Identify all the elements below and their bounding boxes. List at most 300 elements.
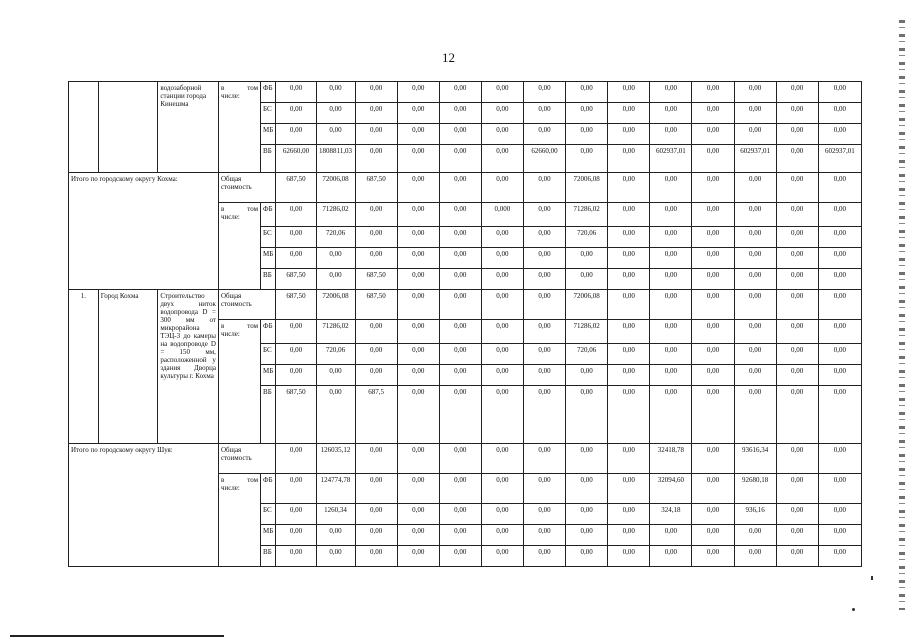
funding-source: ВБ — [261, 386, 276, 444]
value-cell: 0,00 — [818, 365, 861, 386]
in-total-cell — [218, 320, 260, 444]
value-cell: 0,00 — [397, 444, 439, 474]
total-cost-label: Общая стоимость — [218, 290, 276, 320]
value-cell: 0,00 — [650, 82, 692, 103]
label-part: числе: — [220, 92, 240, 100]
value-cell: 0,00 — [397, 145, 439, 173]
value-cell: 0,00 — [776, 525, 818, 546]
value-cell: 0,00 — [818, 82, 861, 103]
value-cell: 0,00 — [523, 365, 565, 386]
value-cell: 0,00 — [776, 290, 818, 320]
value-cell: 0,00 — [481, 546, 523, 567]
value-cell: 0,00 — [276, 203, 316, 227]
item-city: Город Кохма — [98, 290, 158, 444]
table-row — [69, 173, 862, 203]
value-cell: 0,00 — [439, 365, 481, 386]
value-cell: 0,00 — [566, 386, 608, 444]
value-cell: 0,00 — [608, 504, 650, 525]
value-cell: 0,00 — [481, 173, 523, 203]
value-cell: 0,00 — [818, 504, 861, 525]
value-cell: 0,00 — [355, 504, 397, 525]
value-cell: 0,00 — [523, 82, 565, 103]
value-cell: 0,00 — [481, 504, 523, 525]
value-cell: 0,00 — [397, 320, 439, 344]
value-cell: 0,00 — [355, 546, 397, 567]
value-cell: 0,00 — [355, 344, 397, 365]
funding-source: ВБ — [261, 145, 276, 173]
value-cell: 0,00 — [776, 203, 818, 227]
value-cell: 93616,34 — [734, 444, 776, 474]
value-cell: 0,00 — [776, 269, 818, 290]
value-cell: 0,00 — [608, 344, 650, 365]
number-cell — [69, 82, 99, 173]
value-cell: 0,00 — [276, 474, 316, 504]
value-cell: 0,00 — [397, 290, 439, 320]
value-cell: 0,00 — [276, 124, 316, 145]
budget-table — [68, 81, 862, 567]
value-cell: 0,00 — [734, 124, 776, 145]
table-row — [69, 82, 862, 103]
district-total-title: Итого по городскому округу Шуя: — [69, 444, 219, 567]
value-cell: 0,00 — [523, 248, 565, 269]
value-cell: 0,00 — [818, 546, 861, 567]
label-part: том — [247, 476, 259, 484]
value-cell: 0,00 — [608, 269, 650, 290]
value-cell: 0,00 — [608, 386, 650, 444]
value-cell: 0,00 — [818, 248, 861, 269]
value-cell: 687,50 — [355, 173, 397, 203]
value-cell: 0,00 — [650, 124, 692, 145]
value-cell: 0,00 — [566, 444, 608, 474]
value-cell: 0,00 — [276, 82, 316, 103]
value-cell: 687,50 — [276, 269, 316, 290]
object-cell: водозаборной станции города Кинешма — [158, 82, 219, 173]
value-cell: 0,00 — [818, 227, 861, 248]
value-cell: 0,00 — [523, 269, 565, 290]
value-cell: 0,00 — [276, 546, 316, 567]
scan-mark — [852, 608, 855, 611]
in-total-cell — [218, 82, 260, 173]
value-cell: 0,00 — [355, 474, 397, 504]
label-part: том — [247, 84, 259, 92]
value-cell: 0,00 — [439, 203, 481, 227]
value-cell: 0,00 — [566, 474, 608, 504]
value-cell: 0,00 — [692, 525, 734, 546]
funding-source: ФБ — [261, 474, 276, 504]
value-cell: 72006,08 — [316, 290, 355, 320]
value-cell: 0,00 — [608, 203, 650, 227]
value-cell: 0,00 — [481, 320, 523, 344]
value-cell: 0,00 — [608, 365, 650, 386]
value-cell: 0,00 — [397, 227, 439, 248]
value-cell: 0,00 — [481, 124, 523, 145]
value-cell: 0,00 — [355, 203, 397, 227]
value-cell: 0,00 — [734, 320, 776, 344]
value-cell: 0,00 — [439, 525, 481, 546]
value-cell: 0,00 — [608, 474, 650, 504]
value-cell: 62660,00 — [523, 145, 565, 173]
value-cell: 0,00 — [355, 103, 397, 124]
value-cell: 0,00 — [481, 386, 523, 444]
value-cell: 0,00 — [650, 248, 692, 269]
value-cell: 0,00 — [523, 444, 565, 474]
value-cell: 0,00 — [734, 227, 776, 248]
value-cell: 0,00 — [481, 103, 523, 124]
value-cell: 0,00 — [316, 386, 355, 444]
value-cell: 0,00 — [692, 173, 734, 203]
value-cell: 0,00 — [692, 474, 734, 504]
funding-source: ВБ — [261, 546, 276, 567]
value-cell: 0,00 — [650, 344, 692, 365]
value-cell: 0,00 — [481, 82, 523, 103]
label-part: числе: — [220, 213, 240, 221]
value-cell: 0,00 — [355, 82, 397, 103]
value-cell: 0,00 — [566, 504, 608, 525]
value-cell: 0,00 — [276, 504, 316, 525]
in-total-label — [221, 84, 258, 92]
value-cell: 0,00 — [692, 290, 734, 320]
value-cell: 0,00 — [355, 145, 397, 173]
value-cell: 0,00 — [276, 320, 316, 344]
value-cell: 0,00 — [734, 344, 776, 365]
value-cell: 0,00 — [355, 365, 397, 386]
funding-source: БС — [261, 504, 276, 525]
value-cell: 0,00 — [566, 525, 608, 546]
in-total-label — [221, 322, 258, 330]
funding-source: БС — [261, 344, 276, 365]
value-cell: 0,00 — [439, 504, 481, 525]
value-cell: 0,00 — [734, 82, 776, 103]
value-cell: 687,50 — [276, 290, 316, 320]
funding-source: МБ — [261, 124, 276, 145]
value-cell: 0,00 — [776, 546, 818, 567]
total-cost-label: Общая стоимость — [218, 444, 276, 474]
value-cell: 0,00 — [818, 124, 861, 145]
value-cell: 0,00 — [439, 248, 481, 269]
table-row — [69, 290, 862, 320]
value-cell: 0,00 — [355, 227, 397, 248]
value-cell: 0,00 — [481, 145, 523, 173]
value-cell: 0,00 — [692, 145, 734, 173]
value-cell: 0,00 — [692, 320, 734, 344]
value-cell: 687,50 — [276, 386, 316, 444]
value-cell: 0,00 — [650, 320, 692, 344]
value-cell: 0,00 — [650, 103, 692, 124]
value-cell: 32418,78 — [650, 444, 692, 474]
value-cell: 0,00 — [355, 248, 397, 269]
label-part: числе: — [220, 484, 240, 492]
value-cell: 71286,02 — [316, 203, 355, 227]
value-cell: 0,00 — [776, 145, 818, 173]
value-cell: 62660,00 — [276, 145, 316, 173]
value-cell: 0,00 — [523, 103, 565, 124]
value-cell: 0,00 — [566, 103, 608, 124]
value-cell: 0,00 — [523, 173, 565, 203]
value-cell: 0,00 — [481, 474, 523, 504]
value-cell: 0,00 — [692, 386, 734, 444]
value-cell: 0,00 — [397, 203, 439, 227]
value-cell: 0,00 — [650, 173, 692, 203]
value-cell: 72006,08 — [566, 173, 608, 203]
funding-source: МБ — [261, 365, 276, 386]
value-cell: 0,00 — [316, 103, 355, 124]
value-cell: 0,00 — [481, 269, 523, 290]
funding-source: БС — [261, 227, 276, 248]
value-cell: 0,00 — [692, 203, 734, 227]
value-cell: 0,00 — [608, 82, 650, 103]
value-cell: 0,00 — [776, 504, 818, 525]
value-cell: 0,00 — [776, 82, 818, 103]
value-cell: 0,00 — [481, 444, 523, 474]
scan-edge-artifact — [899, 20, 905, 610]
funding-source: БС — [261, 103, 276, 124]
value-cell: 0,00 — [776, 173, 818, 203]
value-cell: 0,00 — [818, 474, 861, 504]
value-cell: 0,00 — [734, 173, 776, 203]
value-cell: 0,00 — [276, 444, 316, 474]
value-cell: 0,00 — [608, 546, 650, 567]
value-cell: 71286,02 — [566, 203, 608, 227]
value-cell: 0,00 — [692, 344, 734, 365]
value-cell: 0,00 — [608, 525, 650, 546]
value-cell: 0,00 — [608, 248, 650, 269]
value-cell: 0,00 — [734, 386, 776, 444]
value-cell: 0,00 — [397, 173, 439, 203]
value-cell: 0,00 — [439, 344, 481, 365]
funding-source: ВБ — [261, 269, 276, 290]
value-cell: 0,00 — [776, 103, 818, 124]
value-cell: 0,00 — [523, 320, 565, 344]
value-cell: 0,00 — [608, 103, 650, 124]
value-cell: 0,00 — [776, 344, 818, 365]
value-cell: 0,00 — [316, 525, 355, 546]
value-cell: 0,00 — [692, 504, 734, 525]
value-cell: 0,00 — [734, 103, 776, 124]
value-cell: 0,00 — [650, 203, 692, 227]
value-cell: 0,00 — [566, 269, 608, 290]
value-cell: 0,00 — [481, 365, 523, 386]
value-cell: 720,06 — [316, 344, 355, 365]
value-cell: 0,00 — [397, 344, 439, 365]
value-cell: 687,50 — [276, 173, 316, 203]
value-cell: 0,00 — [608, 320, 650, 344]
value-cell: 0,00 — [566, 124, 608, 145]
value-cell: 0,00 — [439, 444, 481, 474]
value-cell: 0,00 — [276, 525, 316, 546]
label-part: в — [220, 322, 225, 330]
value-cell: 0,00 — [734, 269, 776, 290]
value-cell: 0,00 — [692, 227, 734, 248]
funding-source: ФБ — [261, 82, 276, 103]
value-cell: 0,00 — [650, 365, 692, 386]
value-cell: 71286,02 — [316, 320, 355, 344]
value-cell: 0,00 — [439, 320, 481, 344]
value-cell: 92680,18 — [734, 474, 776, 504]
value-cell: 0,00 — [818, 344, 861, 365]
value-cell: 126035,12 — [316, 444, 355, 474]
value-cell: 0,00 — [523, 525, 565, 546]
value-cell: 0,00 — [397, 504, 439, 525]
value-cell: 72006,08 — [566, 290, 608, 320]
in-total-cell — [218, 474, 260, 567]
label-part: в — [220, 205, 225, 213]
value-cell: 0,00 — [439, 290, 481, 320]
value-cell: 0,00 — [439, 173, 481, 203]
value-cell: 0,00 — [734, 290, 776, 320]
value-cell: 0,00 — [650, 386, 692, 444]
value-cell: 0,00 — [355, 320, 397, 344]
value-cell: 0,00 — [316, 546, 355, 567]
value-cell: 0,00 — [316, 124, 355, 145]
value-cell: 0,00 — [439, 546, 481, 567]
value-cell: 0,00 — [776, 248, 818, 269]
value-cell: 0,00 — [439, 82, 481, 103]
label-part: том — [247, 322, 259, 330]
funding-source: МБ — [261, 248, 276, 269]
value-cell: 0,00 — [481, 248, 523, 269]
value-cell: 0,00 — [481, 344, 523, 365]
value-cell: 0,00 — [776, 444, 818, 474]
value-cell: 0,00 — [566, 145, 608, 173]
value-cell: 0,00 — [355, 525, 397, 546]
value-cell: 720,06 — [316, 227, 355, 248]
value-cell: 0,00 — [734, 248, 776, 269]
value-cell: 0,00 — [776, 365, 818, 386]
value-cell: 0,00 — [692, 103, 734, 124]
value-cell: 0,00 — [481, 290, 523, 320]
value-cell: 0,00 — [734, 203, 776, 227]
value-cell: 0,00 — [776, 320, 818, 344]
value-cell: 0,00 — [734, 365, 776, 386]
value-cell: 687,5 — [355, 386, 397, 444]
value-cell: 0,00 — [523, 203, 565, 227]
value-cell: 0,00 — [397, 269, 439, 290]
value-cell: 1808811,03 — [316, 145, 355, 173]
page-number: 12 — [442, 50, 455, 65]
value-cell: 687,50 — [355, 290, 397, 320]
value-cell: 0,00 — [818, 386, 861, 444]
value-cell: 936,16 — [734, 504, 776, 525]
table-row — [69, 444, 862, 474]
value-cell: 324,18 — [650, 504, 692, 525]
value-cell: 0,00 — [818, 525, 861, 546]
value-cell: 0,00 — [276, 344, 316, 365]
value-cell: 0,00 — [439, 269, 481, 290]
value-cell: 0,00 — [608, 227, 650, 248]
value-cell: 0,00 — [481, 525, 523, 546]
value-cell: 720,06 — [566, 344, 608, 365]
label-part: в — [220, 84, 225, 92]
value-cell: 0,00 — [566, 82, 608, 103]
value-cell: 0,00 — [692, 124, 734, 145]
value-cell: 0,00 — [818, 203, 861, 227]
value-cell: 0,00 — [818, 444, 861, 474]
value-cell: 0,00 — [523, 227, 565, 248]
district-total-title: Итого по городскому округу Кохма: — [69, 173, 219, 290]
value-cell: 0,00 — [650, 546, 692, 567]
value-cell: 0,00 — [650, 269, 692, 290]
value-cell: 0,00 — [316, 365, 355, 386]
in-total-label — [221, 476, 258, 484]
value-cell: 0,00 — [523, 546, 565, 567]
value-cell: 0,00 — [692, 365, 734, 386]
value-cell: 71286,02 — [566, 320, 608, 344]
value-cell: 0,00 — [566, 248, 608, 269]
value-cell: 0,00 — [523, 504, 565, 525]
value-cell: 602937,01 — [734, 145, 776, 173]
value-cell: 0,00 — [439, 103, 481, 124]
value-cell: 0,00 — [650, 290, 692, 320]
label-part: том — [247, 205, 259, 213]
value-cell: 1260,34 — [316, 504, 355, 525]
total-cost-label: Общая стоимость — [218, 173, 276, 203]
value-cell: 0,00 — [439, 474, 481, 504]
value-cell: 0,00 — [818, 173, 861, 203]
value-cell: 32094,60 — [650, 474, 692, 504]
value-cell: 0,00 — [276, 365, 316, 386]
value-cell: 0,00 — [818, 269, 861, 290]
city-cell — [98, 82, 158, 173]
value-cell: 0,00 — [397, 474, 439, 504]
value-cell: 0,00 — [734, 546, 776, 567]
value-cell: 0,00 — [608, 124, 650, 145]
label-part: числе: — [220, 330, 240, 338]
value-cell: 0,00 — [776, 386, 818, 444]
in-total-cell — [218, 203, 260, 290]
value-cell: 0,00 — [818, 103, 861, 124]
value-cell: 0,00 — [650, 227, 692, 248]
value-cell: 0,00 — [397, 103, 439, 124]
funding-source: ФБ — [261, 320, 276, 344]
value-cell: 124774,78 — [316, 474, 355, 504]
value-cell: 0,00 — [316, 269, 355, 290]
value-cell: 0,00 — [650, 525, 692, 546]
value-cell: 72006,08 — [316, 173, 355, 203]
value-cell: 687,50 — [355, 269, 397, 290]
value-cell: 0,00 — [566, 546, 608, 567]
value-cell: 0,00 — [397, 82, 439, 103]
scan-mark — [871, 576, 873, 580]
value-cell: 0,00 — [776, 474, 818, 504]
value-cell: 0,00 — [523, 474, 565, 504]
value-cell: 0,00 — [397, 248, 439, 269]
value-cell: 0,00 — [692, 444, 734, 474]
value-cell: 0,00 — [316, 82, 355, 103]
value-cell: 0,00 — [818, 320, 861, 344]
item-number: 1. — [69, 290, 99, 444]
value-cell: 0,00 — [439, 386, 481, 444]
value-cell: 0,00 — [439, 227, 481, 248]
value-cell: 0,00 — [316, 248, 355, 269]
in-total-label — [221, 205, 258, 213]
item-object: Строительство двух ниток водопровода D = 300 мм от микрорайона ТЭЦ-3 до камеры на водопроводе D = 150 мм, расположенной у здания Дворца культуры г. Кохма — [158, 290, 219, 444]
value-cell: 0,00 — [692, 82, 734, 103]
value-cell: 0,00 — [481, 227, 523, 248]
value-cell: 0,00 — [397, 546, 439, 567]
value-cell: 602937,01 — [650, 145, 692, 173]
value-cell: 0,00 — [523, 386, 565, 444]
value-cell: 0,00 — [776, 227, 818, 248]
value-cell: 0,00 — [566, 365, 608, 386]
label-part: в — [220, 476, 225, 484]
value-cell: 0,00 — [397, 525, 439, 546]
value-cell: 0,00 — [355, 124, 397, 145]
value-cell: 0,00 — [692, 269, 734, 290]
funding-source: ФБ — [261, 203, 276, 227]
funding-source: МБ — [261, 525, 276, 546]
value-cell: 0,00 — [276, 227, 316, 248]
value-cell: 0,00 — [439, 145, 481, 173]
